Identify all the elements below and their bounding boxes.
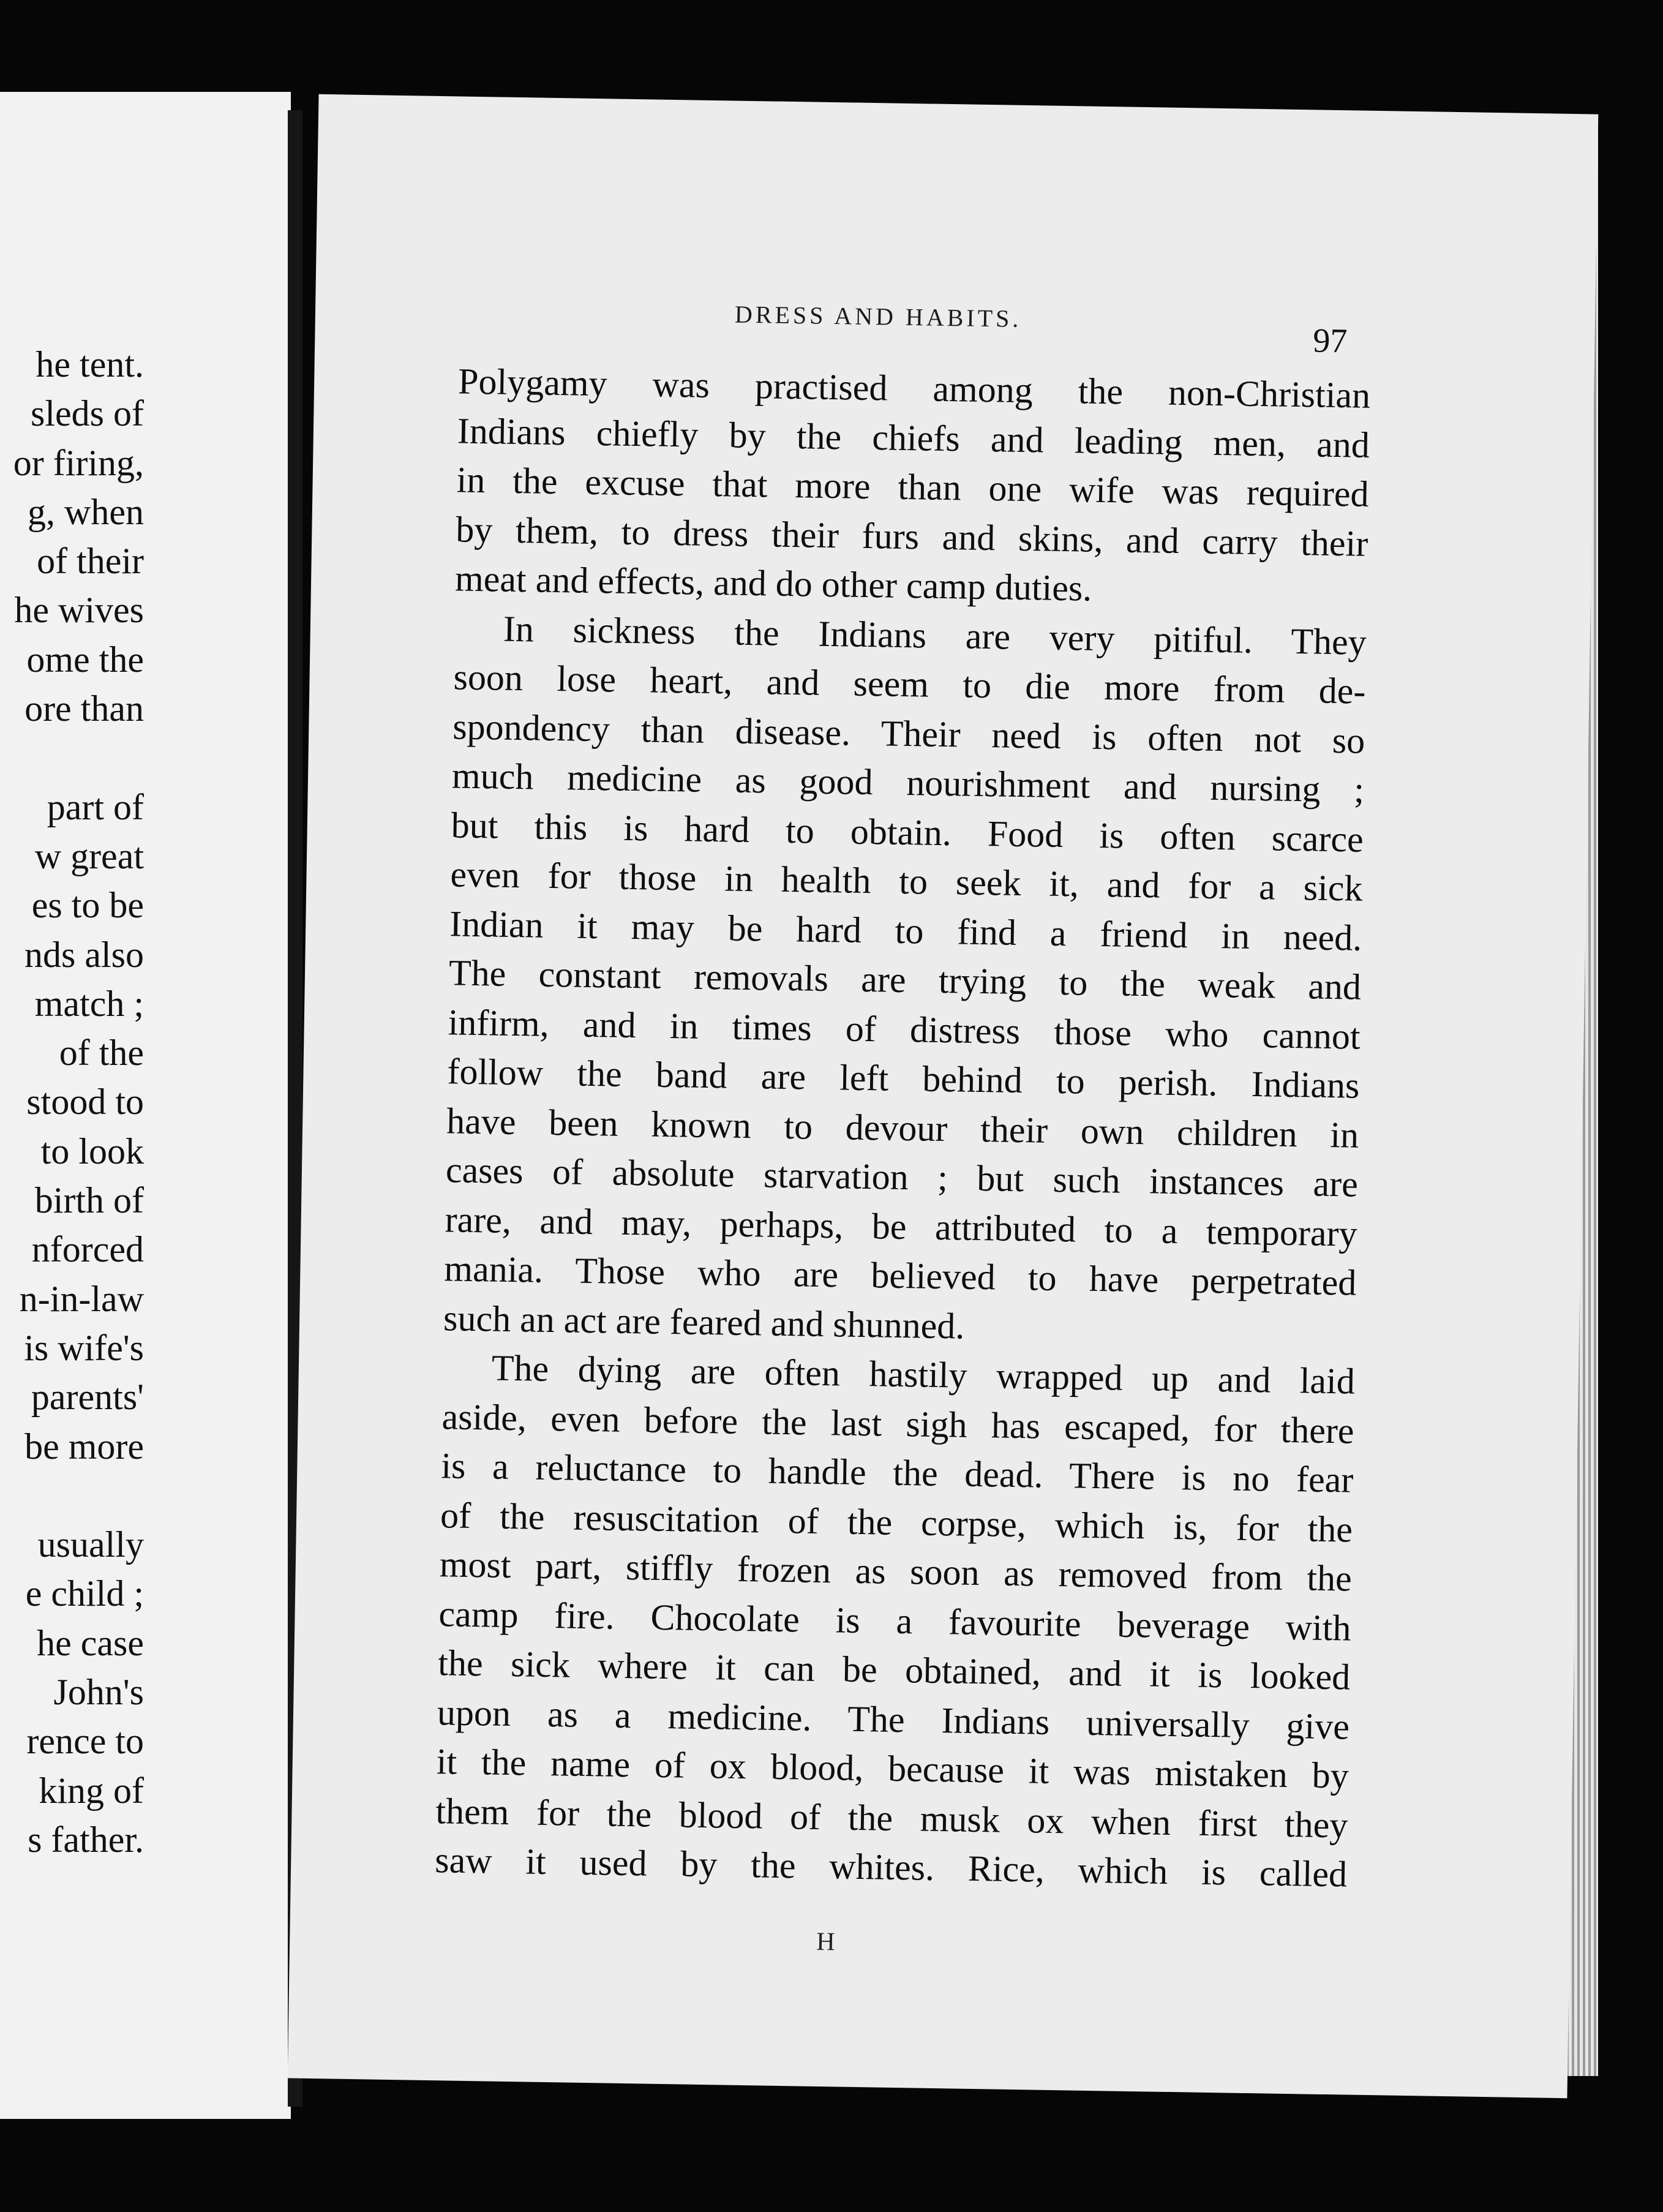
- left-text-line: nforced: [31, 1229, 144, 1270]
- text-line: The constant removals are trying to the weak and: [448, 952, 1362, 1007]
- text-line: soon lose heart, and seem to die more from de-: [453, 656, 1366, 712]
- text-line: saw it used by the whites. Rice, which is called: [434, 1840, 1348, 1895]
- left-text-line: w great: [34, 835, 144, 876]
- left-text-line: es to be: [31, 885, 144, 926]
- text-line: The dying are often hastily wrapped up and laid: [491, 1347, 1356, 1402]
- left-text-line: John's: [53, 1672, 144, 1713]
- text-line: camp fire. Chocolate is a favourite beverage with: [438, 1593, 1351, 1649]
- text-line: is a reluctance to handle the dead. There is no fear: [440, 1445, 1354, 1500]
- left-text-line: [0, 733, 144, 782]
- text-line: in the excuse that more than one wife was required: [456, 459, 1370, 514]
- left-text-line: stood to: [26, 1082, 144, 1123]
- left-text-line: ome the: [26, 639, 144, 680]
- left-text-line: e child ;: [25, 1573, 144, 1614]
- body-text: [435, 356, 1371, 1899]
- left-text-line: g, when: [28, 491, 144, 532]
- left-page-text: [0, 340, 144, 1864]
- text-line: most part, stiffly frozen as soon as removed from the: [439, 1544, 1353, 1599]
- left-text-line: to look: [40, 1130, 144, 1172]
- text-line: cases of absolute starvation ; but such instances are: [445, 1149, 1359, 1205]
- text-line: much medicine as good nourishment and nursing ;: [451, 755, 1365, 810]
- text-line: Indian it may be hard to find a friend in need.: [449, 903, 1362, 958]
- left-text-line: birth of: [34, 1180, 144, 1221]
- text-line: spondency than disease. Their need is often not so: [452, 705, 1365, 761]
- text-line: rare, and may, perhaps, be attributed to a temporary: [445, 1198, 1358, 1254]
- text-line: of the resuscitation of the corpse, which is, for the: [440, 1494, 1353, 1550]
- left-text-line: match ;: [34, 983, 144, 1024]
- left-text-line: rence to: [26, 1721, 144, 1762]
- left-text-line: s father.: [28, 1819, 144, 1860]
- text-line: them for the blood of the musk ox when first they: [435, 1790, 1348, 1846]
- text-line: have been known to devour their own children in: [446, 1100, 1359, 1156]
- left-text-line: parents': [31, 1377, 144, 1418]
- left-text-line: he wives: [14, 590, 144, 631]
- text-line: the sick where it can be obtained, and it is looked: [437, 1642, 1351, 1698]
- text-line: but this is hard to obtain. Food is often scarce: [451, 804, 1364, 860]
- left-text-line: is wife's: [24, 1327, 144, 1368]
- text-line: such an act are feared and shunned.: [443, 1297, 965, 1347]
- text-line: infirm, and in times of distress those who cannot: [448, 1001, 1361, 1057]
- text-line: Polygamy was practised among the non-Christian: [457, 361, 1371, 416]
- text-line: upon as a medicine. The Indians universally give: [437, 1691, 1350, 1747]
- left-text-line: usually: [37, 1524, 144, 1565]
- text-line: mania. Those who are believed to have perpetrated: [443, 1248, 1357, 1303]
- left-text-line: be more: [24, 1426, 144, 1467]
- left-text-line: king of: [39, 1770, 144, 1811]
- left-text-line: nds also: [24, 934, 144, 975]
- text-line: follow the band are left behind to perish. Indians: [447, 1051, 1360, 1106]
- left-text-line: n-in-law: [19, 1278, 144, 1319]
- text-line: even for those in health to seek it, and for a sick: [450, 854, 1363, 909]
- signature-mark: H: [816, 1927, 835, 1957]
- text-line: In sickness the Indians are very pitiful. They: [503, 608, 1367, 663]
- left-text-line: sleds of: [31, 393, 144, 434]
- text-line: meat and effects, and do other camp duties.: [454, 558, 1092, 609]
- running-head: DRESS AND HABITS.: [734, 300, 1022, 333]
- left-text-line: he tent.: [36, 344, 144, 385]
- left-text-line: ore than: [24, 688, 144, 729]
- left-text-line: he case: [37, 1622, 144, 1663]
- left-text-line: [0, 1471, 144, 1520]
- left-text-line: of their: [37, 541, 144, 582]
- text-line: aside, even before the last sigh has escaped, for there: [441, 1396, 1355, 1451]
- page-number: 97: [1312, 322, 1348, 361]
- text-line: it the name of ox blood, because it was mistaken by: [436, 1741, 1350, 1796]
- text-line: Indians chiefly by the chiefs and leading men, and: [457, 410, 1370, 465]
- left-text-line: of the: [59, 1033, 144, 1074]
- left-text-line: part of: [47, 786, 144, 827]
- right-page: [288, 94, 1599, 2098]
- text-line: by them, to dress their furs and skins, and carry their: [455, 508, 1368, 564]
- left-text-line: or firing,: [13, 442, 144, 483]
- left-page: [0, 92, 291, 2119]
